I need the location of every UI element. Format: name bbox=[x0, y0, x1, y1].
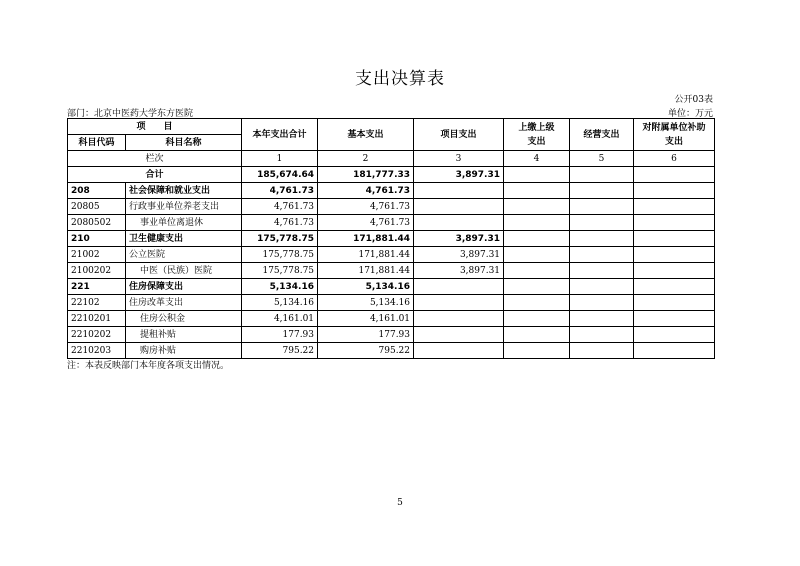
column-index-3: 3 bbox=[414, 151, 504, 167]
form-number: 公开03表 bbox=[674, 95, 713, 105]
row-project bbox=[414, 199, 504, 215]
row-project: 3,897.31 bbox=[414, 247, 504, 263]
page-number: 5 bbox=[397, 498, 403, 508]
row-total: 4,761.73 bbox=[242, 183, 318, 199]
row-code: 22102 bbox=[68, 295, 126, 311]
column-index-2: 2 bbox=[318, 151, 414, 167]
row-upper bbox=[504, 279, 570, 295]
column-index-label: 栏次 bbox=[68, 151, 242, 167]
row-project bbox=[414, 279, 504, 295]
header-subsidy-line1: 对附属单位补助 bbox=[642, 122, 706, 133]
row-subsidy bbox=[634, 343, 715, 359]
row-business bbox=[570, 343, 634, 359]
row-subsidy bbox=[634, 167, 715, 183]
row-business bbox=[570, 263, 634, 279]
header-code: 科目代码 bbox=[68, 135, 126, 151]
table-row bbox=[68, 343, 715, 359]
row-basic: 4,761.73 bbox=[318, 199, 414, 215]
row-basic: 177.93 bbox=[318, 327, 414, 343]
row-name: 社会保障和就业支出 bbox=[126, 183, 242, 199]
table-row bbox=[68, 247, 715, 263]
row-business bbox=[570, 231, 634, 247]
table-row bbox=[68, 183, 715, 199]
header-upper bbox=[504, 119, 570, 151]
row-business bbox=[570, 295, 634, 311]
row-project: 3,897.31 bbox=[414, 167, 504, 183]
row-total: 177.93 bbox=[242, 327, 318, 343]
row-project: 3,897.31 bbox=[414, 263, 504, 279]
department-label: 部门：北京中医药大学东方医院 bbox=[67, 109, 194, 119]
row-subsidy bbox=[634, 263, 715, 279]
row-name: 事业单位离退休 bbox=[126, 215, 242, 231]
column-index-4: 4 bbox=[504, 151, 570, 167]
row-subsidy bbox=[634, 279, 715, 295]
row-code: 合计 bbox=[68, 167, 242, 183]
row-total: 175,778.75 bbox=[242, 263, 318, 279]
row-business bbox=[570, 199, 634, 215]
row-project bbox=[414, 215, 504, 231]
row-code: 210 bbox=[68, 231, 126, 247]
row-name: 行政事业单位养老支出 bbox=[126, 199, 242, 215]
row-project bbox=[414, 295, 504, 311]
row-subsidy bbox=[634, 327, 715, 343]
row-upper bbox=[504, 311, 570, 327]
row-total: 175,778.75 bbox=[242, 247, 318, 263]
row-name: 中医（民族）医院 bbox=[126, 263, 242, 279]
row-basic: 171,881.44 bbox=[318, 247, 414, 263]
row-total: 185,674.64 bbox=[242, 167, 318, 183]
row-subsidy bbox=[634, 215, 715, 231]
row-business bbox=[570, 311, 634, 327]
row-basic: 5,134.16 bbox=[318, 295, 414, 311]
row-subsidy bbox=[634, 311, 715, 327]
row-subsidy bbox=[634, 183, 715, 199]
row-subsidy bbox=[634, 231, 715, 247]
footnote: 注：本表反映部门本年度各项支出情况。 bbox=[67, 361, 230, 371]
row-name: 提租补贴 bbox=[126, 327, 242, 343]
table-row bbox=[68, 231, 715, 247]
row-business bbox=[570, 167, 634, 183]
header-total: 本年支出合计 bbox=[242, 119, 318, 151]
row-upper bbox=[504, 199, 570, 215]
row-basic: 4,161.01 bbox=[318, 311, 414, 327]
row-code: 2100202 bbox=[68, 263, 126, 279]
header-business: 经营支出 bbox=[570, 119, 634, 151]
row-basic: 795.22 bbox=[318, 343, 414, 359]
row-business bbox=[570, 247, 634, 263]
row-basic: 181,777.33 bbox=[318, 167, 414, 183]
row-code: 20805 bbox=[68, 199, 126, 215]
row-business bbox=[570, 327, 634, 343]
table-row bbox=[68, 295, 715, 311]
row-total: 4,161.01 bbox=[242, 311, 318, 327]
row-upper bbox=[504, 215, 570, 231]
row-subsidy bbox=[634, 199, 715, 215]
row-upper bbox=[504, 183, 570, 199]
column-index-6: 6 bbox=[634, 151, 715, 167]
row-upper bbox=[504, 167, 570, 183]
row-code: 221 bbox=[68, 279, 126, 295]
column-index-1: 1 bbox=[242, 151, 318, 167]
row-name: 购房补贴 bbox=[126, 343, 242, 359]
row-upper bbox=[504, 295, 570, 311]
header-subsidy bbox=[634, 119, 715, 151]
row-upper bbox=[504, 231, 570, 247]
row-subsidy bbox=[634, 247, 715, 263]
row-business bbox=[570, 215, 634, 231]
row-subsidy bbox=[634, 295, 715, 311]
row-basic: 4,761.73 bbox=[318, 183, 414, 199]
header-upper-line2: 支出 bbox=[527, 136, 546, 147]
row-project bbox=[414, 343, 504, 359]
row-total: 5,134.16 bbox=[242, 295, 318, 311]
row-business bbox=[570, 183, 634, 199]
row-basic: 5,134.16 bbox=[318, 279, 414, 295]
row-upper bbox=[504, 327, 570, 343]
row-total: 795.22 bbox=[242, 343, 318, 359]
table-row bbox=[68, 311, 715, 327]
row-code: 2210203 bbox=[68, 343, 126, 359]
row-project bbox=[414, 311, 504, 327]
table-row bbox=[68, 279, 715, 295]
row-total: 175,778.75 bbox=[242, 231, 318, 247]
expenditure-table bbox=[67, 118, 715, 359]
header-basic: 基本支出 bbox=[318, 119, 414, 151]
row-upper bbox=[504, 343, 570, 359]
unit-label: 单位：万元 bbox=[667, 109, 713, 119]
row-total: 4,761.73 bbox=[242, 199, 318, 215]
header-upper-line1: 上缴上级 bbox=[518, 122, 555, 133]
header-item: 项 目 bbox=[68, 119, 242, 135]
row-total: 4,761.73 bbox=[242, 215, 318, 231]
row-name: 卫生健康支出 bbox=[126, 231, 242, 247]
table-row bbox=[68, 199, 715, 215]
report-title: 支出决算表 bbox=[355, 69, 445, 89]
row-basic: 171,881.44 bbox=[318, 231, 414, 247]
row-code: 208 bbox=[68, 183, 126, 199]
row-code: 2080502 bbox=[68, 215, 126, 231]
row-basic: 4,761.73 bbox=[318, 215, 414, 231]
row-total: 5,134.16 bbox=[242, 279, 318, 295]
row-code: 21002 bbox=[68, 247, 126, 263]
table-row bbox=[68, 327, 715, 343]
row-code: 2210201 bbox=[68, 311, 126, 327]
table-row-total bbox=[68, 167, 715, 183]
row-code: 2210202 bbox=[68, 327, 126, 343]
row-upper bbox=[504, 263, 570, 279]
row-upper bbox=[504, 247, 570, 263]
table-row bbox=[68, 215, 715, 231]
row-project bbox=[414, 183, 504, 199]
row-name: 住房改革支出 bbox=[126, 295, 242, 311]
row-project bbox=[414, 327, 504, 343]
column-index-row bbox=[68, 151, 715, 167]
header-project: 项目支出 bbox=[414, 119, 504, 151]
row-project: 3,897.31 bbox=[414, 231, 504, 247]
row-basic: 171,881.44 bbox=[318, 263, 414, 279]
header-subsidy-line2: 支出 bbox=[665, 136, 684, 147]
row-business bbox=[570, 279, 634, 295]
table-row bbox=[68, 263, 715, 279]
header-name: 科目名称 bbox=[126, 135, 242, 151]
row-name: 公立医院 bbox=[126, 247, 242, 263]
column-index-5: 5 bbox=[570, 151, 634, 167]
row-name: 住房公积金 bbox=[126, 311, 242, 327]
row-name: 住房保障支出 bbox=[126, 279, 242, 295]
